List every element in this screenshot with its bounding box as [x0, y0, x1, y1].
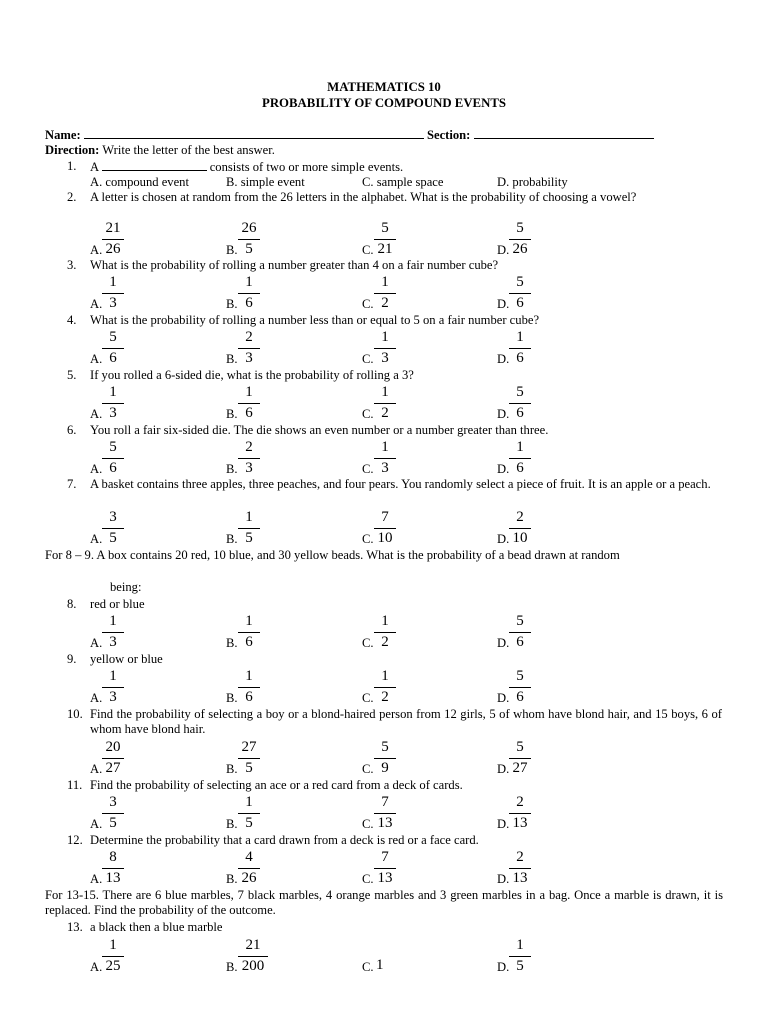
question-1-text-b: consists of two or more simple events. [209, 160, 404, 174]
option-letter: C. [362, 691, 374, 705]
option-letter: A. [90, 407, 103, 421]
question-3-number: 3. [67, 258, 77, 272]
option-numerator: 5 [516, 739, 524, 755]
option-numerator: 1 [381, 439, 389, 455]
option-denominator: 5 [245, 815, 253, 831]
option-letter: B. [226, 691, 238, 705]
option-denominator: 6 [245, 689, 253, 705]
option-denominator: 13 [105, 870, 121, 886]
option-numerator: 1 [245, 668, 253, 684]
option-numerator: 1 [516, 937, 524, 953]
option-numerator: 1 [381, 668, 389, 684]
option-numerator: 1 [245, 509, 253, 525]
option-letter: B. [226, 297, 238, 311]
question-13-text: a black then a blue marble [90, 920, 223, 934]
option-numerator: 27 [241, 739, 257, 755]
option-denominator: 6 [516, 460, 524, 476]
option-denominator: 3 [381, 460, 389, 476]
option-numerator: 1 [381, 329, 389, 345]
question-13-number: 13. [67, 920, 83, 934]
option-denominator: 3 [109, 634, 117, 650]
option-numerator: 5 [516, 668, 524, 684]
option-letter: D. [497, 407, 510, 421]
option-denominator: 9 [381, 760, 389, 776]
option-numerator: 2 [245, 439, 253, 455]
option-denominator: 3 [109, 295, 117, 311]
question-4-text: What is the probability of rolling a number less than or equal to 5 on a fair number cube? [90, 313, 540, 327]
option-denominator: 10 [377, 530, 393, 546]
option-letter: B. [226, 352, 238, 366]
option-denominator: 21 [377, 241, 393, 257]
option-denominator: 6 [516, 350, 524, 366]
question-5-text: If you rolled a 6-sided die, what is the probability of rolling a 3? [90, 368, 414, 382]
option-numerator: 5 [109, 439, 117, 455]
option-numerator: 26 [241, 220, 257, 236]
option-letter: A. [90, 691, 103, 705]
option-numerator: 5 [381, 220, 389, 236]
option-denominator: 5 [109, 815, 117, 831]
section-blank [474, 127, 654, 139]
name-section-row [45, 127, 654, 143]
option-denominator: 26 [241, 870, 257, 886]
option-denominator: 5 [245, 530, 253, 546]
option-letter: B. [226, 960, 238, 974]
option-numerator: 1 [381, 384, 389, 400]
option-denominator: 6 [109, 350, 117, 366]
option-numerator: 5 [516, 384, 524, 400]
option-denominator: 5 [516, 958, 524, 974]
option-denominator: 5 [245, 241, 253, 257]
option-letter: A. [90, 872, 103, 886]
option-denominator: 3 [109, 405, 117, 421]
question-2-text: A letter is chosen at random from the 26 letters in the alphabet. What is the probability of choosing a vowel? [90, 190, 637, 204]
question-1-text-a: A [90, 160, 99, 174]
option-numerator: 1 [109, 937, 117, 953]
option-letter: D. [497, 872, 510, 886]
option-denominator: 13 [512, 870, 528, 886]
question-7-text: A basket contains three apples, three peaches, and four pears. You randomly select a piece of fruit. It is an apple or a peach. [90, 477, 711, 491]
question-1-blank [102, 159, 207, 171]
option-denominator: 200 [241, 958, 265, 974]
page-title: MATHEMATICS 10 [327, 80, 441, 94]
option-numerator: 2 [245, 329, 253, 345]
question-7-number: 7. [67, 477, 77, 491]
option-numerator: 2 [516, 849, 524, 865]
option-denominator: 10 [512, 530, 528, 546]
question-8-text: red or blue [90, 597, 145, 611]
section-label: Section: [426, 128, 471, 142]
option-letter: A. [90, 243, 103, 257]
option-letter: D. [497, 960, 510, 974]
option-denominator: 3 [109, 689, 117, 705]
option-letter: A. [90, 960, 103, 974]
name-label: Name: [45, 128, 81, 142]
option-denominator: 2 [381, 405, 389, 421]
question-12-number: 12. [67, 833, 83, 847]
option-letter: B. [226, 243, 238, 257]
option-denominator: 13 [512, 815, 528, 831]
option-denominator: 13 [377, 815, 393, 831]
question-2-number: 2. [67, 190, 77, 204]
option-numerator: 1 [381, 274, 389, 290]
option-numerator: 1 [245, 794, 253, 810]
group-8-9-intro: For 8 – 9. A box contains 20 red, 10 blue, and 30 yellow beads. What is the probability of a bead drawn at random [45, 548, 620, 562]
option-letter: B. [226, 407, 238, 421]
direction-text: Write the letter of the best answer. [102, 143, 275, 157]
option-letter: A. [90, 817, 103, 831]
option-denominator: 6 [516, 689, 524, 705]
q1-option-d: D. probability [497, 175, 568, 189]
option-numerator: 5 [516, 220, 524, 236]
option-letter: C. [362, 297, 374, 311]
option-letter: C. [362, 462, 374, 476]
option-numerator: 3 [109, 794, 117, 810]
option-letter: C. [362, 817, 374, 831]
option-letter: D. [497, 462, 510, 476]
question-9-number: 9. [67, 652, 77, 666]
option-numerator: 7 [381, 509, 389, 525]
option-letter: A. [90, 532, 103, 546]
option-letter: C. [362, 960, 374, 974]
option-numerator: 4 [245, 849, 253, 865]
option-denominator: 25 [105, 958, 121, 974]
option-letter: D. [497, 636, 510, 650]
option-letter: C. [362, 636, 374, 650]
option-letter: B. [226, 636, 238, 650]
option-letter: A. [90, 462, 103, 476]
option-denominator: 27 [105, 760, 121, 776]
option-denominator: 2 [381, 634, 389, 650]
option-numerator: 20 [105, 739, 121, 755]
q1-option-a: A. compound event [90, 175, 189, 189]
option-numerator: 1 [109, 384, 117, 400]
option-letter: B. [226, 872, 238, 886]
option-denominator: 3 [245, 350, 253, 366]
option-numerator: 1 [109, 274, 117, 290]
option-denominator: 6 [516, 405, 524, 421]
option-letter: D. [497, 297, 510, 311]
option-numerator: 8 [109, 849, 117, 865]
question-4-number: 4. [67, 313, 77, 327]
option-letter: D. [497, 243, 510, 257]
option-numerator: 7 [381, 849, 389, 865]
name-blank [84, 127, 424, 139]
option-letter: C. [362, 352, 374, 366]
option-letter: C. [362, 762, 374, 776]
option-numerator: 5 [516, 274, 524, 290]
option-denominator: 5 [245, 760, 253, 776]
option-letter: D. [497, 817, 510, 831]
option-letter: B. [226, 762, 238, 776]
option-denominator: 3 [245, 460, 253, 476]
option-numerator: 5 [516, 613, 524, 629]
question-11-number: 11. [67, 778, 83, 792]
option-numerator: 1 [381, 613, 389, 629]
option-numerator: 2 [516, 509, 524, 525]
option-denominator: 13 [377, 870, 393, 886]
option-letter: A. [90, 352, 103, 366]
option-letter: A. [90, 762, 103, 776]
option-letter: D. [497, 532, 510, 546]
option-numerator: 1 [109, 668, 117, 684]
option-letter: A. [90, 636, 103, 650]
option-denominator: 2 [381, 689, 389, 705]
option-denominator: 3 [381, 350, 389, 366]
option-denominator: 2 [381, 295, 389, 311]
option-denominator: 6 [516, 634, 524, 650]
option-numerator: 7 [381, 794, 389, 810]
q1-option-c: C. sample space [362, 175, 444, 189]
option-numerator: 5 [109, 329, 117, 345]
question-6-text: You roll a fair six-sided die. The die shows an even number or a number greater than three. [90, 423, 549, 437]
q1-option-b: B. simple event [226, 175, 305, 189]
option-numerator: 1 [516, 329, 524, 345]
question-1-text [90, 159, 403, 175]
option-letter: B. [226, 532, 238, 546]
group-8-9-being: being: [110, 580, 142, 594]
direction-row [45, 143, 275, 158]
question-10-text: Find the probability of selecting a boy or a blond-haired person from 12 girls, 5 of whom have blond hair, and 15 boys, 6 of whom have blond hair. [90, 707, 722, 736]
option-numerator: 1 [245, 384, 253, 400]
question-9-text: yellow or blue [90, 652, 163, 666]
question-6-number: 6. [67, 423, 77, 437]
option-denominator: 5 [109, 530, 117, 546]
option-numerator: 5 [381, 739, 389, 755]
option-denominator: 27 [512, 760, 528, 776]
option-numerator: 3 [109, 509, 117, 525]
option-letter: D. [497, 762, 510, 776]
option-numerator: 1 [245, 274, 253, 290]
question-1-number: 1. [67, 159, 77, 173]
option-denominator: 6 [516, 295, 524, 311]
option-numerator: 21 [245, 937, 261, 953]
page-subtitle: PROBABILITY OF COMPOUND EVENTS [262, 96, 506, 110]
option-denominator: 6 [109, 460, 117, 476]
option-letter: B. [226, 462, 238, 476]
option-numerator: 1 [245, 613, 253, 629]
option-denominator: 6 [245, 295, 253, 311]
option-numerator: 21 [105, 220, 121, 236]
question-10-number: 10. [67, 707, 83, 721]
option-numerator: 1 [109, 613, 117, 629]
option-letter: D. [497, 691, 510, 705]
option-letter: C. [362, 532, 374, 546]
question-5-number: 5. [67, 368, 77, 382]
option-letter: C. [362, 872, 374, 886]
option-denominator: 26 [105, 241, 121, 257]
option-numerator: 2 [516, 794, 524, 810]
option-denominator: 26 [512, 241, 528, 257]
question-11-text: Find the probability of selecting an ace or a red card from a deck of cards. [90, 778, 463, 792]
direction-label: Direction: [45, 143, 100, 157]
question-12-text: Determine the probability that a card drawn from a deck is red or a face card. [90, 833, 479, 847]
option-letter: C. [362, 243, 374, 257]
option-numerator: 1 [516, 439, 524, 455]
question-8-number: 8. [67, 597, 77, 611]
option-denominator: 6 [245, 634, 253, 650]
question-3-text: What is the probability of rolling a number greater than 4 on a fair number cube? [90, 258, 499, 272]
option-value: 1 [376, 957, 384, 973]
option-letter: C. [362, 407, 374, 421]
option-denominator: 6 [245, 405, 253, 421]
option-letter: B. [226, 817, 238, 831]
option-letter: A. [90, 297, 103, 311]
option-letter: D. [497, 352, 510, 366]
group-13-15-intro: For 13-15. There are 6 blue marbles, 7 black marbles, 4 orange marbles and 3 green marbles in a bag. Once a marble is drawn, it is replaced. Find the probability of the outcome. [45, 888, 723, 917]
